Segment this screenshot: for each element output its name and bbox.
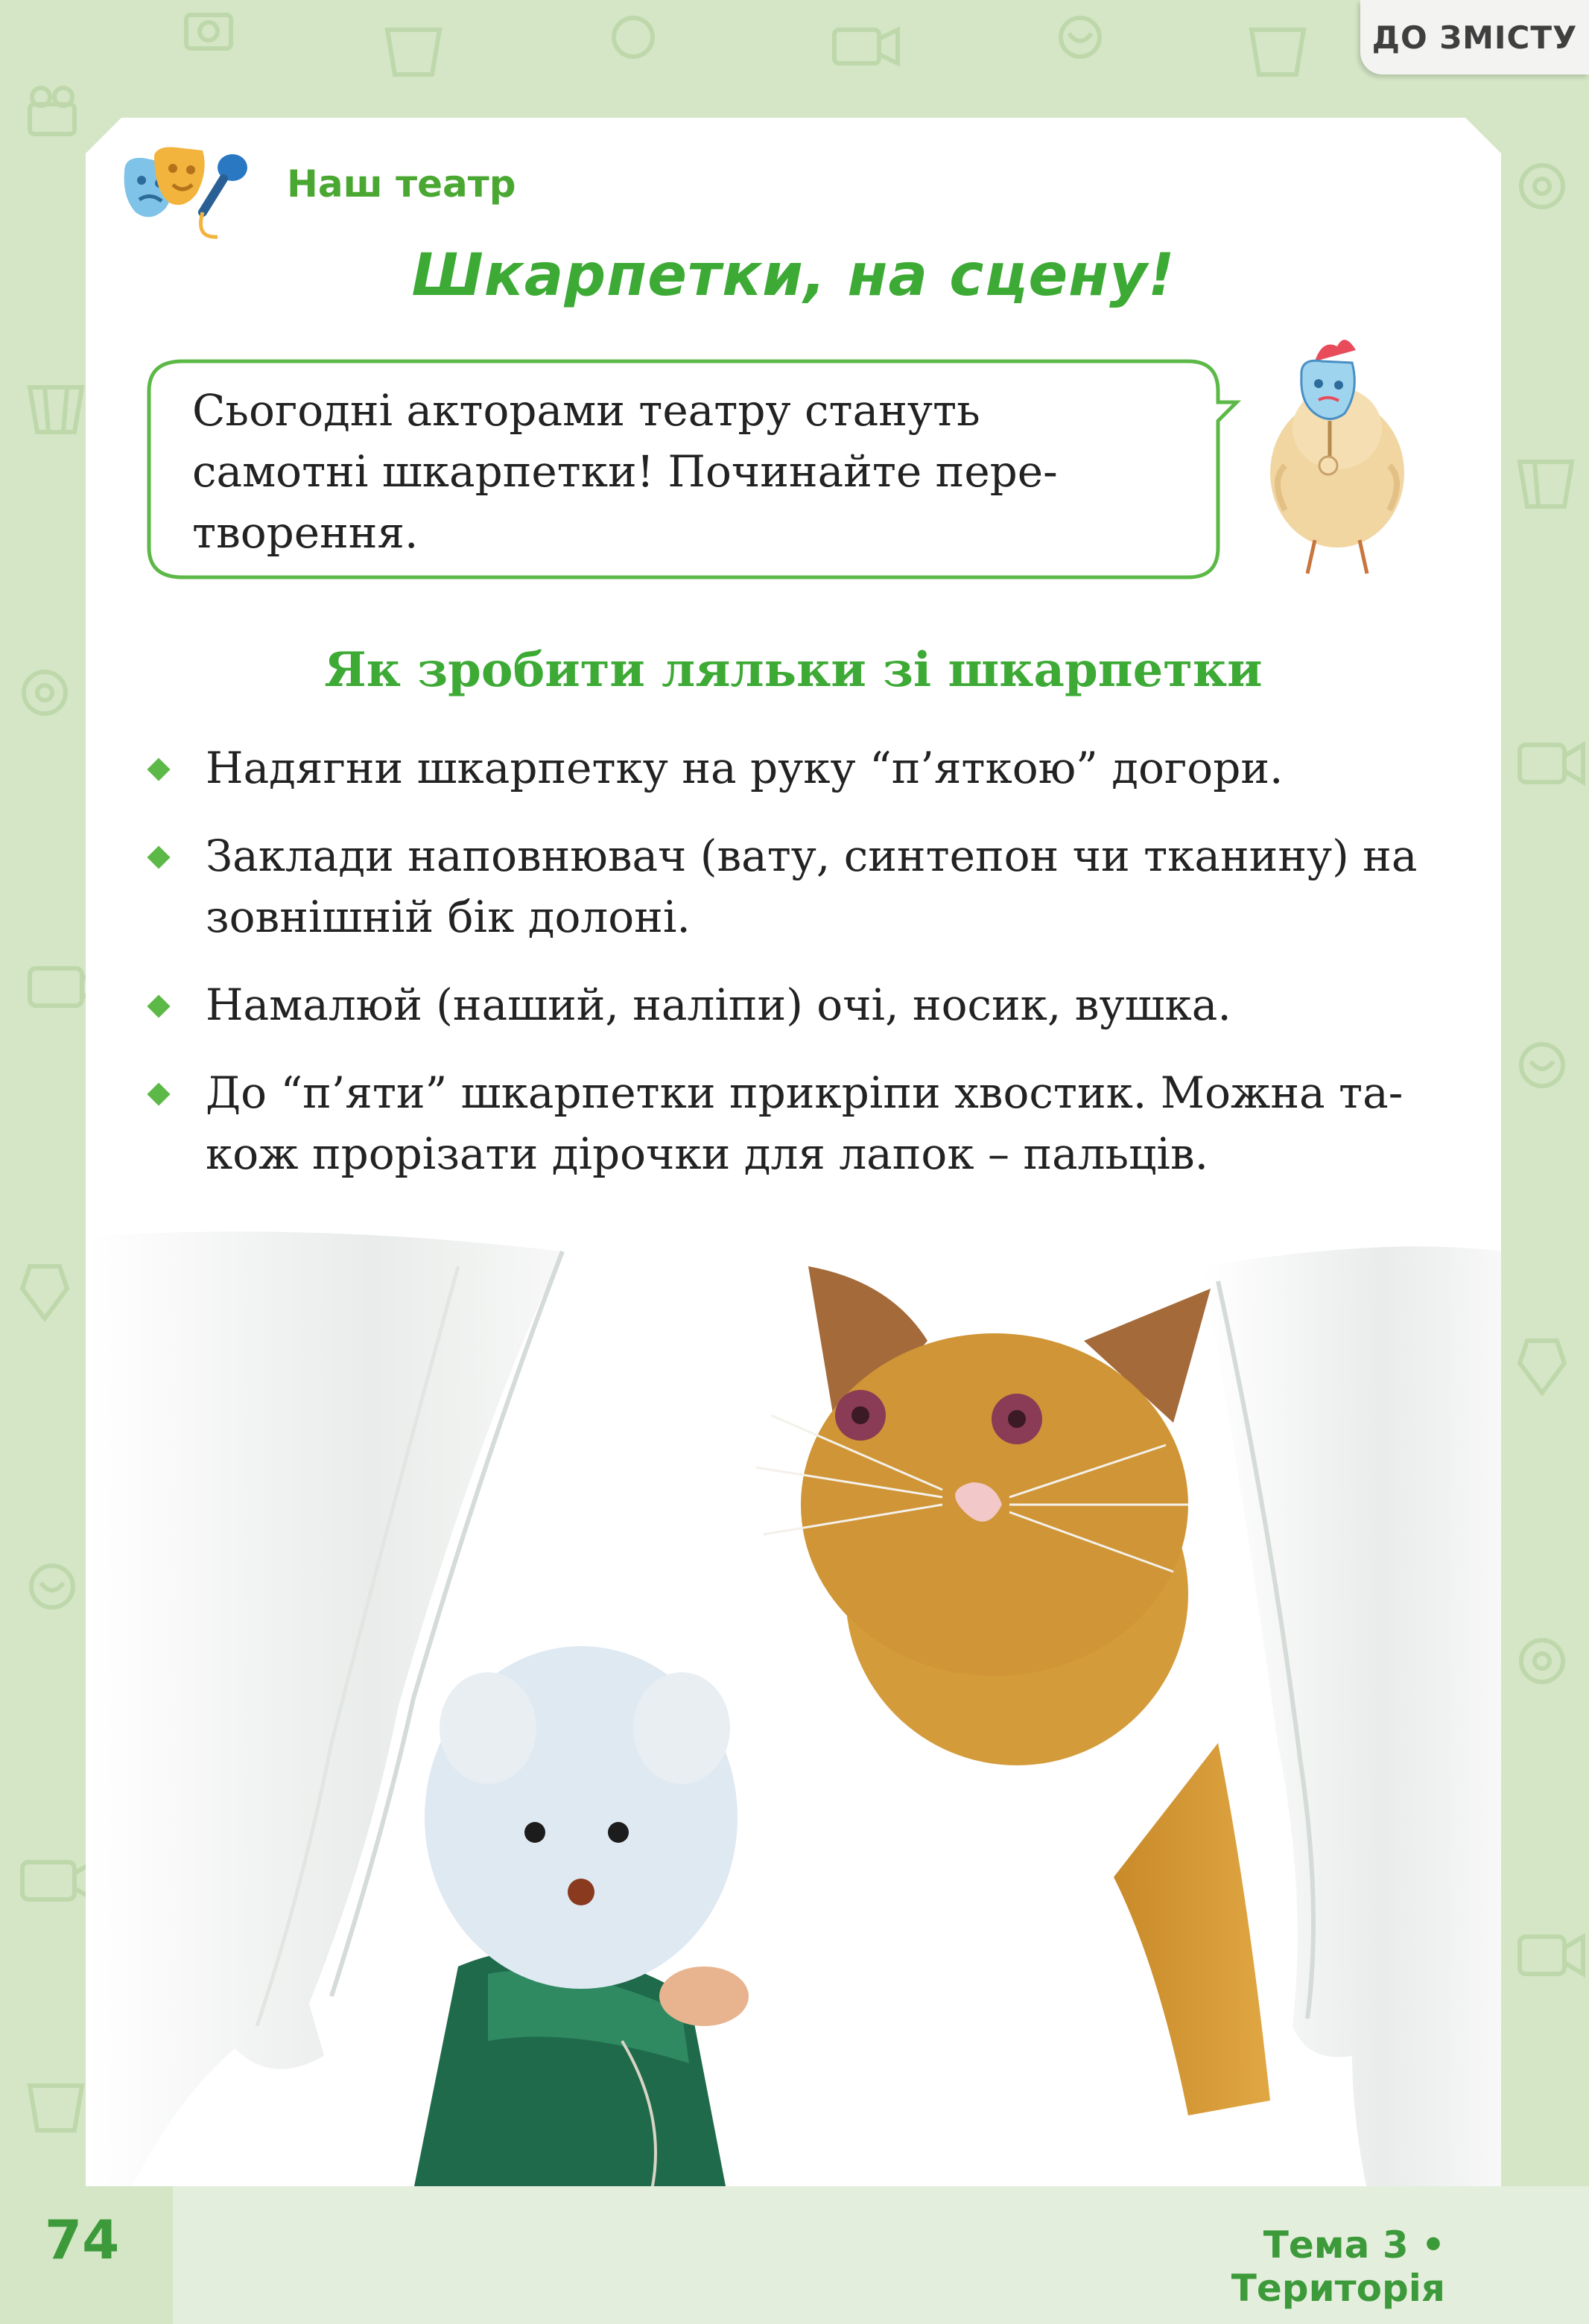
sock-puppets-mouse-and-cat-photo xyxy=(86,1222,1501,2190)
diamond-bullet-icon xyxy=(147,845,170,869)
footer-topic xyxy=(1043,2223,1445,2310)
speech-line: самотні шкарпетки! Починайте пере- xyxy=(192,446,1058,497)
topic-name: Територія xyxy=(1231,2267,1445,2310)
diamond-bullet-icon xyxy=(147,1082,170,1105)
speech-line: творення. xyxy=(192,507,419,558)
instructions-list xyxy=(142,737,1475,1211)
list-item xyxy=(142,825,1475,947)
step-line: Надягни шкарпетку на руку “п’яткою” догори. xyxy=(206,743,1284,793)
instructions-heading: Як зробити ляльки зі шкарпетки xyxy=(324,642,1263,698)
topic-separator: • xyxy=(1421,2223,1445,2267)
step-line: зовнішній бік долоні. xyxy=(206,892,691,942)
list-item xyxy=(142,1062,1475,1184)
step-line: кож прорізати дірочки для лапок – пальців. xyxy=(206,1128,1209,1179)
chicken-with-mask-icon xyxy=(1255,331,1419,577)
speech-line: Сьогодні акторами театру стануть xyxy=(192,385,980,436)
section-label: Наш театр xyxy=(287,162,516,206)
list-item xyxy=(142,737,1475,799)
table-of-contents-tab[interactable]: ДО ЗМІСТУ xyxy=(1360,0,1589,74)
step-line: До “п’яти” шкарпетки прикріпи хвостик. Можна та- xyxy=(206,1067,1404,1118)
page-number: 74 xyxy=(45,2209,120,2271)
page-title: Шкарпетки, на сцену! xyxy=(411,242,1176,309)
diamond-bullet-icon xyxy=(147,758,170,781)
step-line: Заклади наповнювач (вату, синтепон чи тканину) на xyxy=(206,831,1418,881)
theater-masks-microphone-icon xyxy=(113,142,262,246)
speech-bubble-text xyxy=(192,380,1131,563)
step-line: Намалюй (наший, наліпи) очі, носик, вушка. xyxy=(206,980,1231,1030)
diamond-bullet-icon xyxy=(147,994,170,1017)
topic-prefix: Тема 3 xyxy=(1263,2223,1409,2267)
list-item xyxy=(142,974,1475,1035)
